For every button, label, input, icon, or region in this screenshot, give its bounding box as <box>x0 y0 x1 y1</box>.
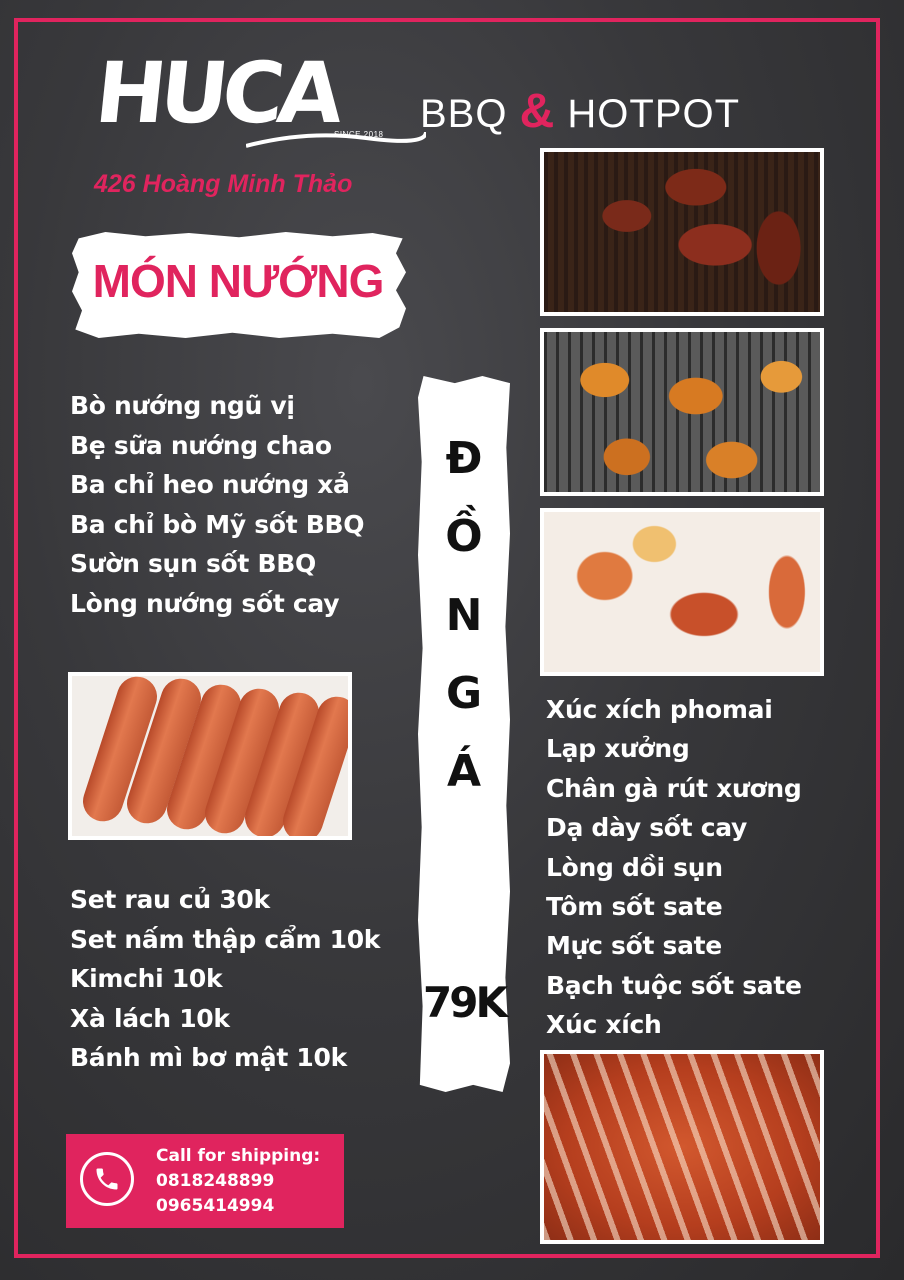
brand-logo <box>90 44 412 156</box>
banner-char: N <box>445 589 483 641</box>
menu-item: Sườn sụn sốt BBQ <box>70 549 316 579</box>
menu-item: Chân gà rút xương <box>546 773 802 803</box>
banner-char: Á <box>446 746 482 798</box>
banner-char: Đ <box>445 433 483 484</box>
section-title: MÓN NƯỚNG <box>92 255 384 307</box>
shipping-box <box>66 1134 344 1228</box>
menu-item: Lạp xưởng <box>546 734 690 764</box>
menu-item: Bẹ sữa nướng chao <box>70 430 332 460</box>
banner-char: Ồ <box>445 511 483 563</box>
kimchi-photo <box>540 1050 824 1244</box>
side-item: Xà lách 10k <box>70 1003 230 1033</box>
menu-item: Mực sốt sate <box>546 931 722 961</box>
grilled-beef-photo <box>540 148 824 316</box>
side-item: Set nấm thập cẩm 10k <box>70 924 381 954</box>
phone-icon <box>80 1152 134 1206</box>
octopus-photo <box>540 508 824 676</box>
menu-item: Xúc xích <box>546 1010 662 1040</box>
menu-item: Ba chỉ heo nướng xả <box>70 470 350 500</box>
side-item: Bánh mì bơ mật 10k <box>70 1043 347 1073</box>
menu-item: Bò nướng ngũ vị <box>70 391 295 420</box>
address: 426 Hoàng Minh Thảo <box>94 170 353 198</box>
side-item: Kimchi 10k <box>70 964 223 994</box>
price-label: 79K <box>423 978 505 1027</box>
menu-item: Tôm sốt sate <box>546 891 723 921</box>
sausage-photo <box>68 672 352 840</box>
menu-item: Lòng nướng sốt cay <box>70 588 340 618</box>
phone-number[interactable]: 0965414994 <box>156 1196 275 1216</box>
logo-since: SINCE 2018 <box>334 130 384 139</box>
swoosh-icon <box>246 124 426 154</box>
menu-item: Lòng dồi sụn <box>546 852 723 882</box>
right-menu-list <box>546 690 802 1045</box>
menu-item: Xúc xích phomai <box>546 695 773 724</box>
menu-item: Ba chỉ bò Mỹ sốt BBQ <box>70 509 365 539</box>
shipping-info <box>156 1144 320 1219</box>
logo-wordmark: HUCA <box>90 44 343 142</box>
brand-subtitle: BBQ & HOTPOT <box>420 85 741 138</box>
shipping-label: Call for shipping: <box>156 1146 321 1166</box>
side-menu-list <box>70 880 380 1078</box>
banner-char: G <box>445 667 483 719</box>
side-item: Set rau củ 30k <box>70 885 270 914</box>
menu-item: Dạ dày sốt cay <box>546 813 748 843</box>
banner-text <box>418 420 510 811</box>
menu-item: Bạch tuộc sốt sate <box>546 970 802 1000</box>
grilled-chicken-photo <box>540 328 824 496</box>
grilled-menu-list <box>70 386 364 624</box>
phone-number[interactable]: 0818248899 <box>156 1171 275 1191</box>
